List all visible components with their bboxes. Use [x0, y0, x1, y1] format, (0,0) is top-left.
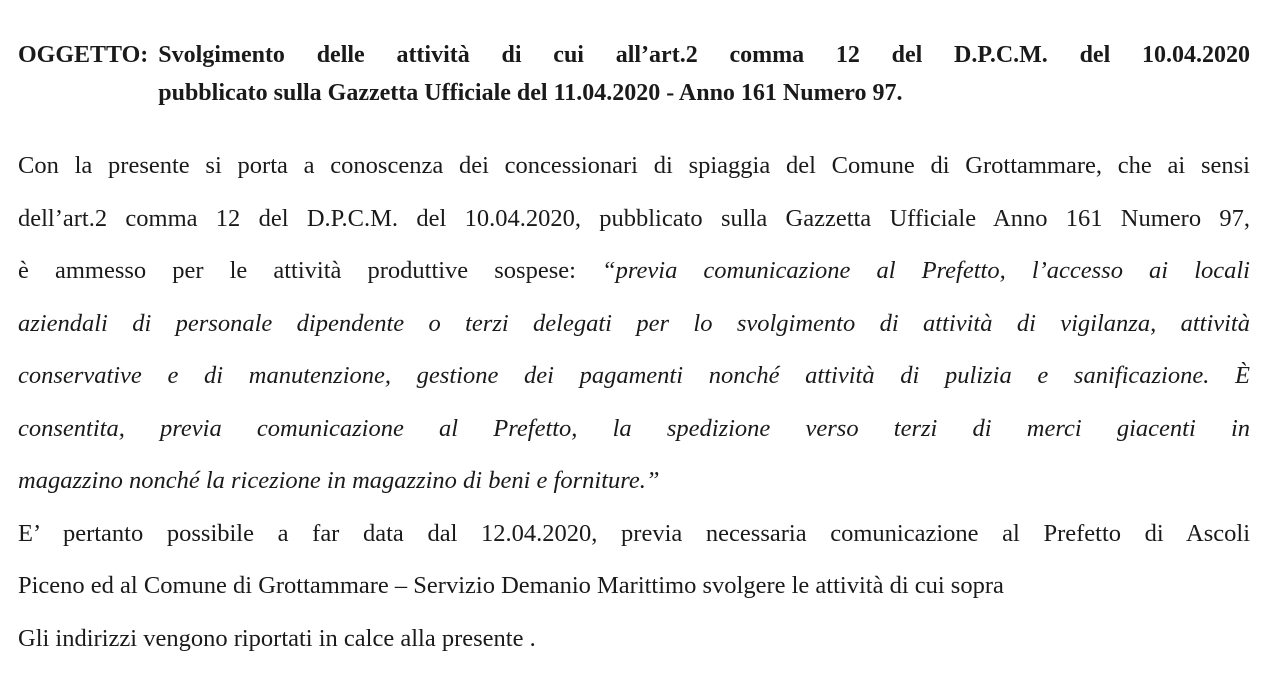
- body-line-3-plain: è ammesso per le attività produttive sospese:: [18, 257, 603, 284]
- body-line-1: Con la presente si porta a conoscenza dei concessionari di spiaggia del Comune di Grottammare, che ai sensi: [18, 152, 1250, 179]
- quote-line-2: aziendali di personale dipendente o terzi delegati per lo svolgimento di attività di vigilanza, attività: [18, 309, 1250, 337]
- subject-text: [148, 36, 1250, 112]
- document-body: [18, 140, 1250, 665]
- body-line-8: E’ pertanto possibile a far data dal 12.04.2020, previa necessaria comunicazione al Prefetto di Ascoli: [18, 519, 1250, 547]
- quote-line-4: consentita, previa comunicazione al Prefetto, la spedizione verso terzi di merci giacenti in: [18, 414, 1250, 442]
- subject-label: OGGETTO:: [18, 42, 149, 68]
- subject-heading: [18, 36, 1250, 112]
- body-line-2: dell’art.2 comma 12 del D.P.C.M. del 10.04.2020, pubblicato sulla Gazzetta Ufficiale Anno 161 Numero 97,: [18, 204, 1250, 232]
- subject-line-1: Svolgimento delle attività di cui all’art.2 comma 12 del D.P.C.M. del 10.04.2020: [158, 42, 1250, 68]
- body-line-10: Gli indirizzi vengono riportati in calce alla presente .: [18, 624, 536, 652]
- quote-line-3: conservative e di manutenzione, gestione dei pagamenti nonché attività di pulizia e sanificazione. È: [18, 362, 1250, 389]
- subject-line-2: pubblicato sulla Gazzetta Ufficiale del 11.04.2020 - Anno 161 Numero 97.: [158, 80, 903, 106]
- quote-start: “previa comunicazione al Prefetto, l’accesso ai locali: [602, 257, 1250, 284]
- body-line-3: [18, 245, 1250, 298]
- quote-line-5: magazzino nonché la ricezione in magazzino di beni e forniture.”: [18, 467, 660, 494]
- body-line-9: Piceno ed al Comune di Grottammare – Servizio Demanio Marittimo svolgere le attività di cui sopra: [18, 572, 1004, 599]
